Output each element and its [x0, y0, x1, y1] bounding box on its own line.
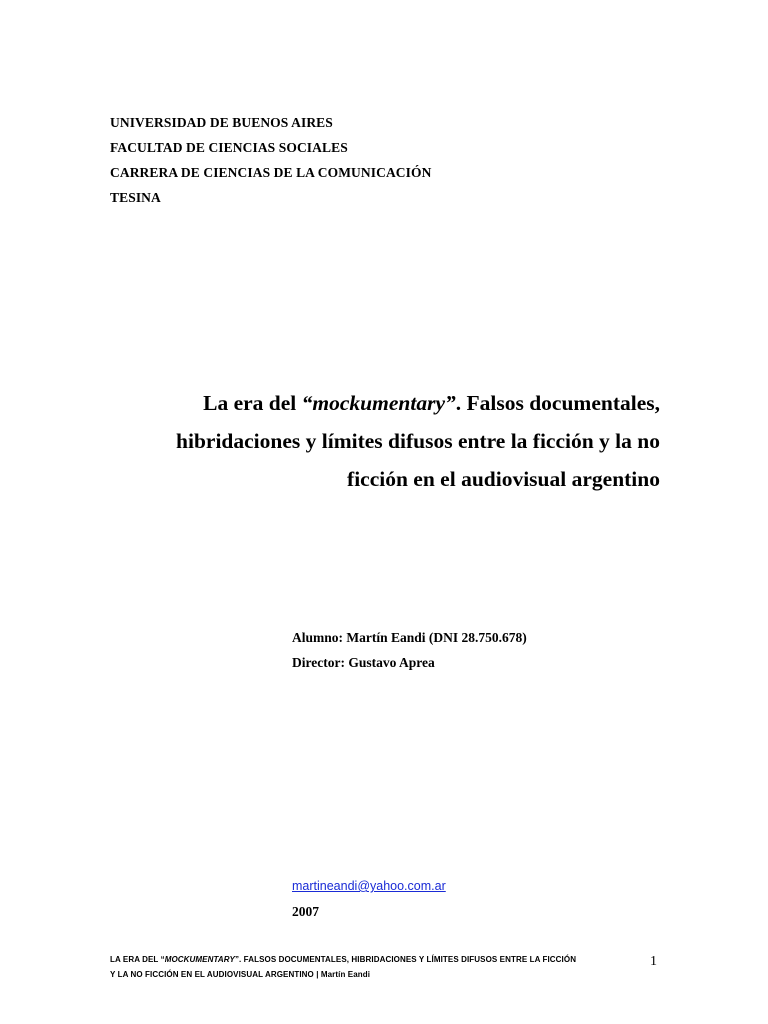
title-line-1 — [110, 384, 660, 422]
faculty-name: FACULTAD DE CIENCIAS SOCIALES — [110, 140, 348, 155]
footer-line-1 — [110, 952, 670, 967]
email-link[interactable]: martineandi@yahoo.com.ar — [292, 879, 446, 893]
title-line-2: hibridaciones y límites difusos entre la ficción y la no — [176, 429, 660, 453]
document-type: TESINA — [110, 190, 161, 205]
thesis-title — [110, 384, 660, 498]
title-line-1-suffix: . Falsos documentales, — [455, 391, 660, 415]
footer-line-1-suffix: ”. FALSOS DOCUMENTALES, HIBRIDACIONES Y LÍMITES DIFUSOS ENTRE LA FICCIÓN — [234, 955, 577, 964]
career-name: CARRERA DE CIENCIAS DE LA COMUNICACIÓN — [110, 165, 432, 180]
director-line: Director: Gustavo Aprea — [292, 655, 435, 670]
author-info — [292, 625, 527, 675]
contact-info — [292, 874, 446, 924]
university-name: UNIVERSIDAD DE BUENOS AIRES — [110, 115, 333, 130]
page-number: 1 — [650, 954, 657, 969]
student-line: Alumno: Martín Eandi (DNI 28.750.678) — [292, 630, 527, 645]
page-footer — [110, 952, 670, 982]
title-line-3: ficción en el audiovisual argentino — [347, 467, 660, 491]
year: 2007 — [292, 904, 319, 919]
footer-line-1-italic: MOCKUMENTARY — [164, 955, 235, 964]
title-line-1-prefix: La era del — [203, 391, 302, 415]
title-line-1-italic: “mockumentary” — [301, 391, 456, 415]
institution-header — [110, 110, 431, 210]
footer-line-1-prefix: LA ERA DEL “ — [110, 955, 165, 964]
footer-line-2: Y LA NO FICCIÓN EN EL AUDIOVISUAL ARGENTINO | Martín Eandi — [110, 970, 371, 979]
